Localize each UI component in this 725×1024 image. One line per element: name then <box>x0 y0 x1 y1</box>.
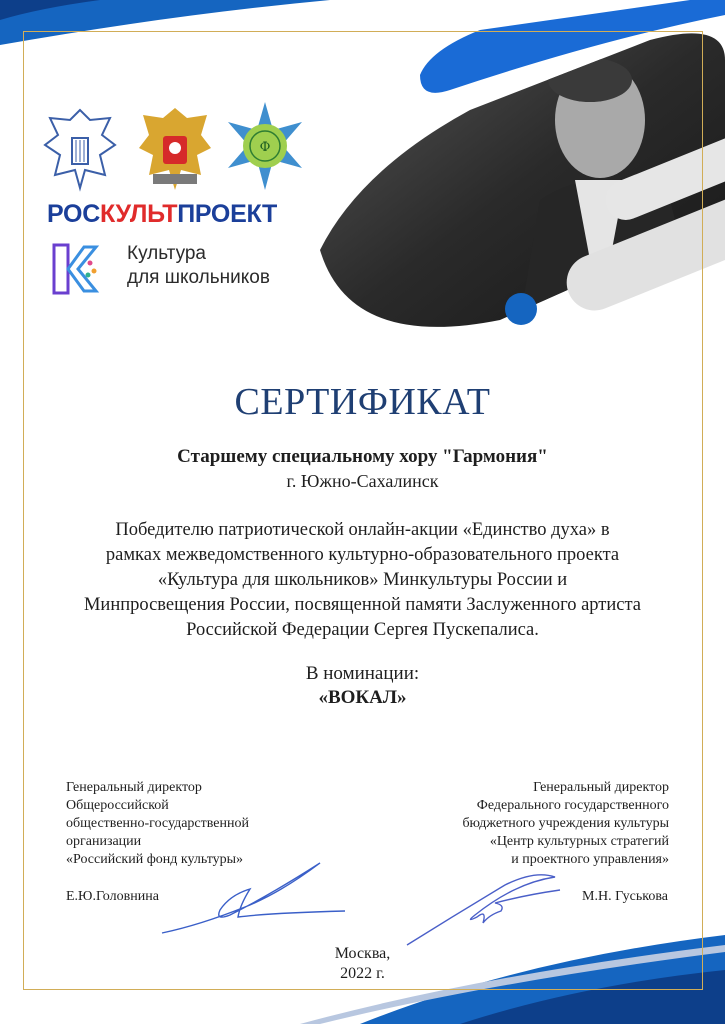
culture-for-schoolchildren-text <box>127 242 270 290</box>
culture-foundation-emblem-icon <box>228 102 302 190</box>
body-line: Победителю патриотической онлайн-акции «Единство духа» в <box>115 520 610 540</box>
place-and-date <box>0 944 725 984</box>
culture-for-schoolchildren-logo-icon <box>50 241 100 297</box>
roskultproekt-logo <box>47 200 277 229</box>
body-line: «Культура для школьников» Минкультуры России и <box>157 570 568 590</box>
footer-year: 2022 г. <box>340 965 385 982</box>
award-description <box>30 518 695 643</box>
ministry-culture-emblem-icon <box>45 110 115 188</box>
right-signatory-title <box>380 779 669 869</box>
right-title-line: Федерального государственного <box>476 798 669 813</box>
brand-part-1: РОС <box>47 200 100 228</box>
body-line: рамках межведомственного культурно-образовательного проекта <box>105 545 620 565</box>
left-title-line: «Российский фонд культуры» <box>66 852 244 867</box>
left-signatory-name: Е.Ю.Головнина <box>66 889 159 904</box>
left-signature-image <box>160 855 350 940</box>
left-title-line: общественно-государственной <box>66 816 249 831</box>
nomination-label: В номинации: <box>305 663 420 684</box>
recipient-city: г. Южно-Сахалинск <box>286 471 439 491</box>
right-title-line: и проектного управления» <box>511 852 669 867</box>
emblems-row <box>40 100 310 200</box>
nomination-value: «ВОКАЛ» <box>318 687 407 708</box>
left-title-line: Генеральный директор <box>66 780 202 795</box>
footer-city: Москва, <box>334 945 391 962</box>
program-line-2: для школьников <box>127 267 270 288</box>
right-title-line: «Центр культурных стратегий <box>489 834 669 849</box>
right-title-line: Генеральный директор <box>533 780 669 795</box>
ministry-education-emblem-icon <box>139 108 211 190</box>
certificate-title: СЕРТИФИКАТ <box>234 381 491 423</box>
svg-text:Ф: Ф <box>259 140 271 155</box>
recipient-name: Старшему специальному хору "Гармония" <box>177 446 548 467</box>
body-line: Минпросвещения России, посвященной памяти Заслуженного артиста <box>83 595 642 615</box>
body-line: Российской Федерации Сергея Пускепалиса. <box>186 620 539 640</box>
left-title-line: организации <box>66 834 142 849</box>
brand-part-3: ПРОЕКТ <box>177 200 277 228</box>
program-line-1: Культура <box>127 243 206 264</box>
right-signature-image <box>405 865 565 950</box>
right-title-line: бюджетного учреждения культуры <box>462 816 669 831</box>
right-signatory-name: М.Н. Гуськова <box>582 889 668 904</box>
brand-part-2: КУЛЬТ <box>99 200 178 228</box>
left-title-line: Общероссийской <box>66 798 169 813</box>
